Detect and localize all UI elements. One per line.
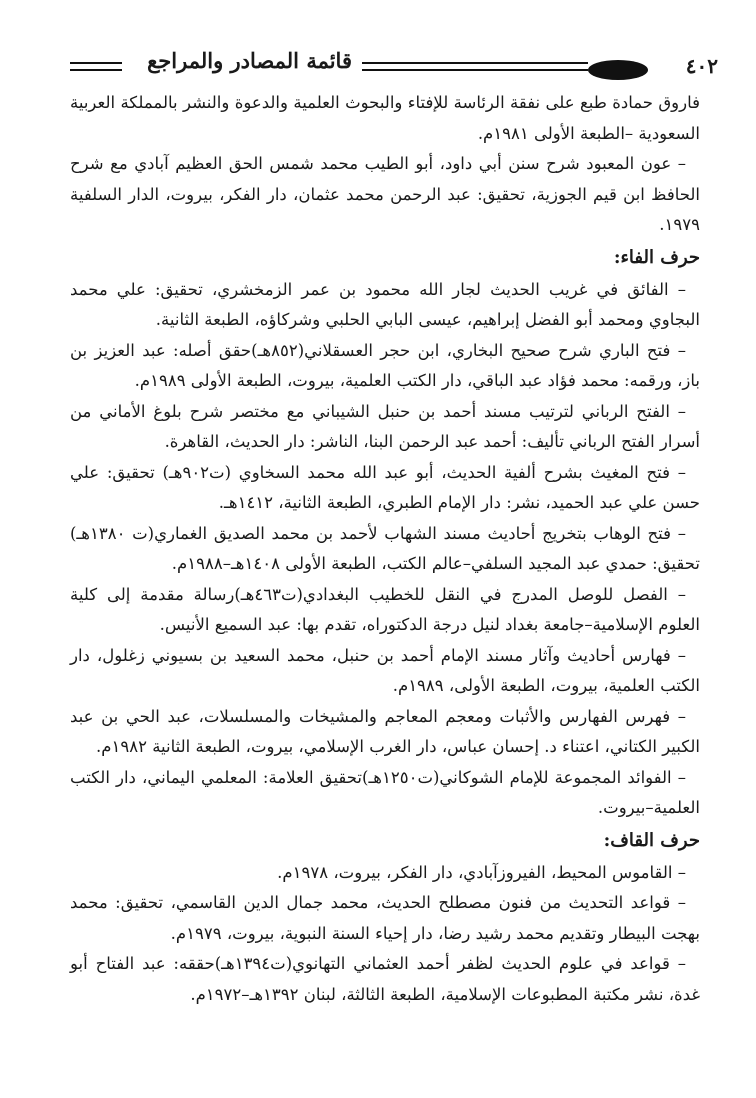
bibliography-entry: – فهارس أحاديث وآثار مسند الإمام أحمد بن حنبل، محمد السعيد بن بسيوني زغلول، دار الكتب العلمية، بيروت، الطبعة الأولى، ١٩٨٩م.: [70, 645, 700, 695]
bibliography-entry: – الفائق في غريب الحديث لجار الله محمود بن عمر الزمخشري، تحقيق: علي محمد البجاوي ومحمد أبو الفضل إبراهيم، عيسى البابي الحلبي وشركاؤه، الطبعة الثانية.: [70, 279, 700, 329]
section-heading-qaf: حرف القاف:: [603, 829, 700, 851]
running-title: قائمة المصادر والمراجع: [147, 48, 352, 73]
header-rule-end: [70, 62, 122, 71]
bibliography-entry: – الفوائد المجموعة للإمام الشوكاني(ت١٢٥٠هـ)تحقيق العلامة: المعلمي اليماني، دار الكتب العلمية–بيروت.: [70, 767, 700, 817]
bibliography-entry: – فتح الباري شرح صحيح البخاري، ابن حجر العسقلاني(٨٥٢هـ)حقق أصله: عبد العزيز بن باز، ورقمه: محمد فؤاد عبد الباقي، دار الكتب العلمية، بيروت، الطبعة الأولى ١٩٨٩م.: [70, 340, 700, 390]
page-header: [70, 40, 718, 88]
section-heading-fa: حرف الفاء:: [613, 246, 700, 268]
bibliography-entry: – قواعد في علوم الحديث لظفر أحمد العثماني التهانوي(ت١٣٩٤هـ)حققه: عبد الفتاح أبو غدة، نشر مكتبة المطبوعات الإسلامية، الطبعة الثالثة، لبنان ١٣٩٢هـ–١٩٧٢م.: [70, 954, 700, 1004]
bibliography-entry: – الفصل للوصل المدرج في النقل للخطيب البغدادي(ت٤٦٣هـ)رسالة مقدمة إلى كلية العلوم الإسلامية–جامعة بغداد لنيل درجة الدكتوراه، تقدم بها: عبد السميع الأنيس.: [70, 584, 700, 634]
bibliography-entry: – فتح الوهاب بتخريج أحاديث مسند الشهاب لأحمد بن محمد الصديق الغماري(ت ١٣٨٠هـ) تحقيق: حمدي عبد المجيد السلفي–عالم الكتب، الطبعة الأولى ١٤٠٨هـ–١٩٨٨م.: [70, 523, 700, 573]
bibliography-entry: – الفتح الرباني لترتيب مسند أحمد بن حنبل الشيباني مع مختصر شرح بلوغ الأماني من أسرار الفتح الرباني تأليف: أحمد عبد الرحمن البنا، الناشر: دار الحديث، القاهرة.: [70, 401, 700, 451]
bibliography-entry: – فهرس الفهارس والأثبات ومعجم المعاجم والمشيخات والمسلسلات، عبد الحي بن عبد الكبير الكتاني، اعتناء د. إحسان عباس، دار الغرب الإسلامي، بيروت، الطبعة الثانية ١٩٨٢م.: [70, 706, 700, 756]
bibliography-entry: – قواعد التحديث من فنون مصطلح الحديث، محمد جمال الدين القاسمي، تحقيق: محمد بهجت البيطار وتقديم محمد رشيد رضا، دار إحياء السنة النبوية، بيروت، ١٩٧٩م.: [70, 893, 700, 943]
continuation-text: فاروق حمادة طبع على نفقة الرئاسة للإفتاء والبحوث العلمية والدعوة والنشر بالمملكة العربية السعودية –الطبعة الأولى ١٩٨١م.: [70, 93, 700, 143]
header-rule: [362, 62, 588, 71]
bibliography: [70, 88, 700, 1010]
bibliography-entry: – القاموس المحيط، الفيروزآبادي، دار الفكر، بيروت، ١٩٧٨م.: [277, 862, 686, 882]
bibliography-entry: – فتح المغيث بشرح ألفية الحديث، أبو عبد الله محمد السخاوي (ت٩٠٢هـ) تحقيق: علي حسن علي عبد الحميد، نشر: دار الإمام الطبري، الطبعة الثانية، ١٤١٢هـ.: [70, 462, 700, 512]
page-number: ٤٠٢: [685, 54, 718, 78]
bibliography-entry: – عون المعبود شرح سنن أبي داود، أبو الطيب محمد شمس الحق العظيم آبادي مع شرح الحافظ ابن قيم الجوزية، تحقيق: عبد الرحمن محمد عثمان، دار الفكر، بيروت، الدار السلفية ١٩٧٩.: [70, 154, 700, 234]
header-ornament: [588, 60, 648, 80]
page: [70, 40, 718, 1080]
